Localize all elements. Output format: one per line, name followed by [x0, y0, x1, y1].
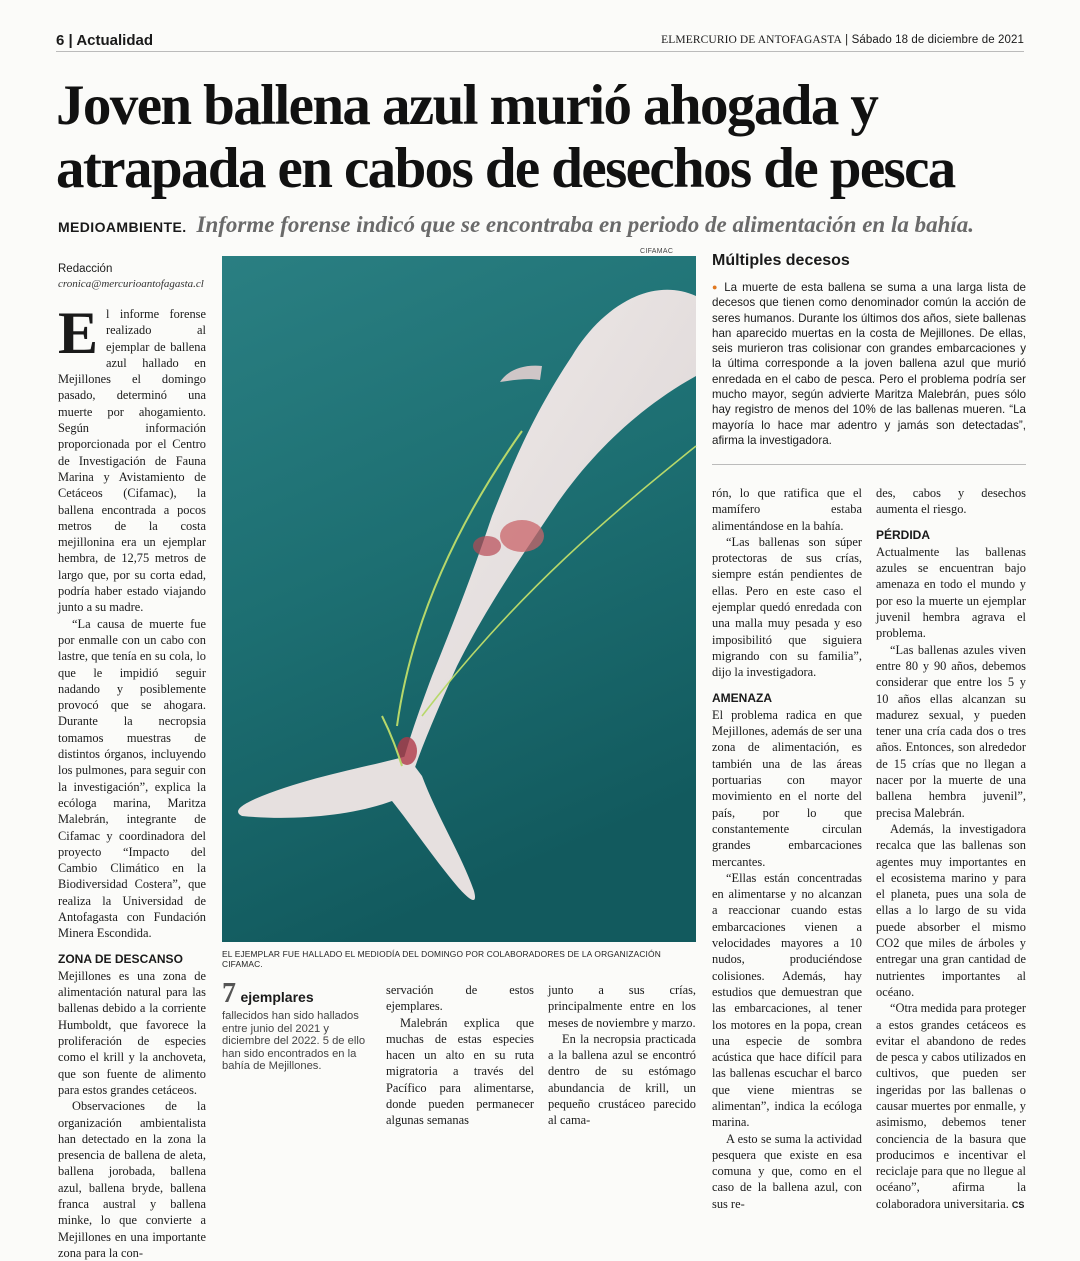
byline	[58, 262, 204, 292]
photo-caption: EL EJEMPLAR FUE HALLADO EL MEDIODÍA DEL DOMINGO POR COLABORADORES DE LA ORGANIZACIÓN CIFAMAC.	[222, 949, 661, 969]
article-paragraph: des, cabos y desechos aumenta el riesgo.	[876, 486, 1026, 517]
publication-name: ELMERCURIO DE ANTOFAGASTA	[661, 34, 842, 46]
article-paragraph: Actualmente las ballenas azules se encuentran bajo amenaza en todo el mundo y por eso la muerte un ejemplar juvenil hembra agrava el problema.	[876, 544, 1026, 641]
factbox-unit: ejemplares	[240, 989, 314, 1005]
paragraph-text: l informe forense realizado al ejemplar de ballena azul hallado en Mejillones el domingo pasado, determinó una muerte por ahogamiento. Según información proporcionada por el Centro de Investigación de Fauna Marina y Avistamiento de Cetáceos (Cifamac), la ballena encontrada a pocos metros de la costa mejillonina era un ejemplar hembra, de 12,75 metros de largo que, por su corta edad, podría haber estado viajando junto a su madre.	[58, 307, 206, 615]
whale-photo	[222, 256, 696, 942]
article-paragraph	[58, 300, 206, 616]
drop-cap: E	[58, 300, 99, 366]
article-paragraph: Mejillones es una zona de alimentación natural para las ballenas debido a la corriente Humboldt, que favorece la proliferación de especies como el krill y la anchoveta, que son fuente de alimento para estos grandes cetáceos.	[58, 968, 206, 1097]
article-paragraph: En la necropsia practicada a la ballena azul se encontró dentro de su estómago abundancia de krill, un pequeño crustáceo parecido al cama-	[548, 1031, 696, 1128]
article-paragraph: A esto se suma la actividad pesquera que existe en esa comuna y que, como en el caso de la ballena azul, con sus re-	[712, 1131, 862, 1211]
kicker	[58, 212, 1058, 238]
article-column-3	[548, 982, 696, 1129]
separator: |	[68, 32, 77, 49]
section-label	[56, 32, 153, 49]
article-column-5	[876, 485, 1026, 1213]
byline-author: Redacción	[58, 263, 113, 275]
article-column-1	[58, 300, 206, 1261]
headline: Joven ballena azul murió ahogada y atrapada en cabos de desechos de pesca	[56, 74, 955, 200]
kicker-deck: Informe forense indicó que se encontraba en periodo de alimentación en la bahía.	[196, 212, 975, 237]
article-paragraph: “Las ballenas son súper protectoras de sus crías, siempre están pendientes de ellas. Pero en este caso el ejemplar quedó enredada con una malla muy pesada y eso imposibilitó que siguiera migrando con su familia”, dijo la investigadora.	[712, 534, 862, 680]
article-paragraph: “Ellas están concentradas en alimentarse y no alcanzan a reaccionar cuando estas embarcaciones vienen a velocidades mayores a 10 nudos, produciéndose colisiones. Además, hay estudios que demuestran que las embarcaciones, al tener los motores en la popa, crean una especie de sombra acústica que hace difícil para las ballenas escuchar el barco que viene mientras se alimentan”, indica la ecóloga marina.	[712, 870, 862, 1130]
page-header	[56, 30, 1024, 52]
whale-image	[222, 256, 696, 942]
factbox-number: 7	[222, 978, 236, 1009]
article-column-2	[386, 982, 534, 1129]
section-name: Actualidad	[76, 32, 154, 49]
photo-credit: CIFAMAC	[640, 248, 674, 255]
article-paragraph: “Las ballenas azules viven entre 80 y 90 años, debemos considerar que entre los 5 y 10 años ellas alcanzan su madurez sexual, y pueden tener una cría cada dos o tres años. Entonces, son alrededor de 15 crías que no llegan a nacer por la muerte de una ballena hembra juvenil”, precisa Malebrán.	[876, 642, 1026, 820]
sidebar-text-block	[712, 280, 1026, 448]
paragraph-text: “Otra medida para proteger a estos grandes cetáceos es evitar el abandono de redes de pesca y cabos utilizados en cultivos, que pueden ser ingeridas por las ballenas o causar muertes por enmalle, y asimismo, debemos tener conciencia de la basura que producimos e incentivar el reciclaje para que no llegue al océano”, afirma la colaboradora universitaria.	[876, 1001, 1026, 1211]
publication-date: Sábado 18 de diciembre de 2021	[851, 34, 1024, 46]
end-mark: CS	[1011, 1199, 1025, 1210]
article-column-4	[712, 485, 862, 1212]
article-paragraph	[876, 1000, 1026, 1213]
article-paragraph: “La causa de muerte fue por enmalle con un cabo con lastre, que tenía en su cola, lo que le impidió seguir nadando y posiblemente provocó que se ahogara. Durante la necropsia tomamos muestras de distintos órganos, incluyendo los pulmones, para seguir con la investigación”, explica la ecóloga marina, Maritza Malebrán, integrante de Cifamac y coordinadora del proyecto “Impacto del Cambio Climático en la Biodiversidad Costera”, que realiza la Universidad de Antofagasta con Fundación Minera Escondida.	[58, 616, 206, 941]
article-paragraph: servación de estos ejemplares.	[386, 983, 534, 1014]
factbox	[222, 978, 370, 1073]
bullet-dot-icon: ●	[712, 282, 720, 292]
factbox-text: fallecidos han sido hallados entre junio del 2021 y diciembre del 2022. 5 de ello han sido encontrados en la bahía de Mejillones.	[222, 1010, 366, 1073]
subheading-perdida: PÉRDIDA	[876, 527, 931, 542]
article-paragraph: Malebrán explica que muchas de estas especies hacen un alto en su ruta migratoria a través del Pacífico para alimentarse, donde pueden permanecer algunas semanas	[386, 1015, 534, 1128]
separator: |	[845, 34, 852, 46]
kicker-tag: MEDIOAMBIENTE.	[58, 219, 187, 235]
article-paragraph: Observaciones de la organización ambientalista han detectado en la zona la presencia de ballena de aleta, ballena jorobada, ballena azul, ballena bryde, ballena franca austral y ballena minke, lo que convierte a Mejillones en una importante zona para la con-	[58, 1099, 206, 1260]
sidebar-text: La muerte de esta ballena se suma a una larga lista de decesos que tienen como denominador común la acción de seres humanos. Durante los últimos dos años, siete ballenas han aparecido muertas en la costa de Mejillones. De ellas, seis murieron tras colisionar con grandes embarcaciones y la última corresponde a la joven ballena azul que murió enredada en el cabo de pesca. Pero el problema podría ser mucho mayor, según advierte Maritza Malebrán, pues sólo hay registro de menos del 10% de las ballenas mueren. “La mayoría lo hace mar adentro y jamás son detectadas”, afirma la investigadora.	[712, 281, 1026, 447]
article-paragraph: junto a sus crías, principalmente entre en los meses de noviembre y marzo.	[548, 983, 696, 1030]
article-paragraph: Además, la investigadora recalca que las ballenas son agentes muy importantes en el ecosistema marino y para el planeta, pues una sola de ellas a lo largo de su vida puede absorber el mismo CO2 que miles de árboles y entregar una gran cantidad de nutrientes importantes al océano.	[876, 821, 1026, 999]
sidebar-title: Múltiples decesos	[712, 252, 850, 269]
sidebar-divider	[712, 464, 1026, 465]
subheading-amenaza: AMENAZA	[712, 690, 772, 705]
byline-email: cronica@mercurioantofagasta.cl	[58, 278, 204, 290]
sidebar-box	[712, 252, 1026, 448]
publication-info	[661, 34, 1024, 46]
subheading-zona-de-descanso: ZONA DE DESCANSO	[58, 951, 183, 966]
page-number: 6	[56, 32, 65, 49]
article-paragraph: rón, lo que ratifica que el mamífero estaba alimentándose en la bahía.	[712, 486, 862, 533]
article-paragraph: El problema radica en que Mejillones, además de ser una zona de alimentación, es también una de las áreas portuarias con mayor movimiento en el norte del país, por lo que constantemente circulan grandes embarcaciones mercantes.	[712, 707, 862, 869]
